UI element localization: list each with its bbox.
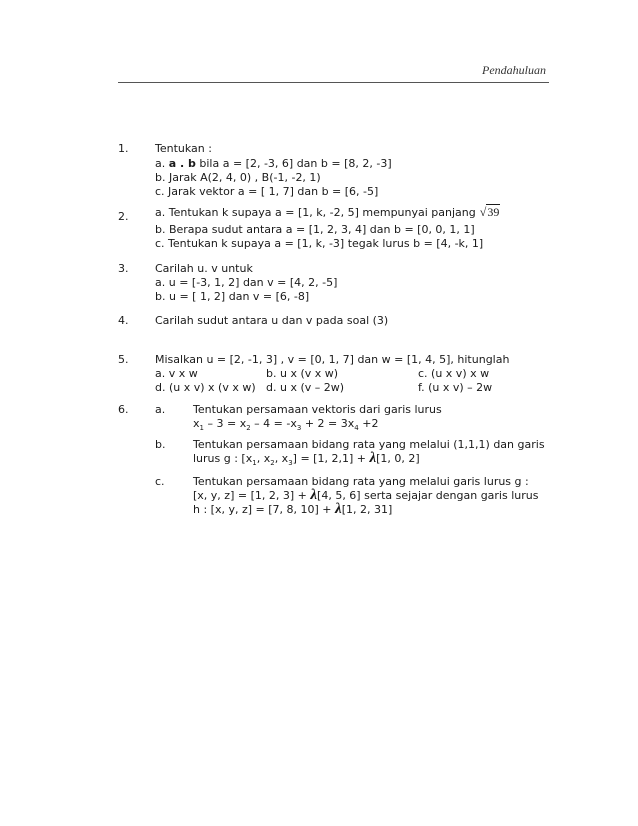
eq-text: [4, 5, 6] serta sejajar dengan garis lurus xyxy=(317,489,539,502)
sub-label-b: b. xyxy=(155,438,166,451)
item-text: a. Tentukan k supaya a = [1, k, -2, 5] mempunyai panjang xyxy=(155,206,476,219)
problem-intro: Carilah u. v untuk xyxy=(155,262,253,275)
eq-text: +2 xyxy=(358,417,379,430)
eq-text: , x xyxy=(256,452,271,465)
eq-var: x xyxy=(347,417,355,430)
sub-item-c: c. (u x v) x w xyxy=(418,367,490,380)
root-value: 39 xyxy=(487,205,500,219)
sub-item-b: b. Berapa sudut antara a = [1, 2, 3, 4] dan b = [0, 0, 1, 1] xyxy=(155,223,475,236)
eq-text: [x, y, z] = [1, 2, 3] + xyxy=(193,489,307,502)
sub-item-c: c. Tentukan k supaya a = [1, k, -3] tegak lurus b = [4, -k, 1] xyxy=(155,237,484,250)
item-text: bila a = [2, -3, 6] dan b = [8, 2, -3] xyxy=(199,157,392,170)
bold-expression: a . b xyxy=(168,157,196,170)
sub-item-a: a. u = [-3, 1, 2] dan v = [4, 2, -5] xyxy=(155,276,338,289)
problem-number: 1. xyxy=(118,142,129,155)
sub-label-a: a. xyxy=(155,403,166,416)
line-h-equation xyxy=(193,503,392,516)
eq-var: x xyxy=(239,417,247,430)
eq-sub: 2 xyxy=(270,459,275,468)
sub-item-c-text: Tentukan persamaan bidang rata yang melalui garis lurus g : xyxy=(193,475,529,488)
sub-item-a: a. v x w xyxy=(155,367,198,380)
problem-intro: Misalkan u = [2, -1, 3] , v = [0, 1, 7] dan w = [1, 4, 5], hitunglah xyxy=(155,353,510,366)
lambda-symbol: λ xyxy=(369,450,377,466)
eq-text: lurus g : [x xyxy=(193,452,253,465)
problem-number: 2. xyxy=(118,210,129,223)
eq-sub: 1 xyxy=(252,459,257,468)
lambda-symbol: λ xyxy=(335,501,342,517)
plane-equation xyxy=(193,452,420,467)
sub-item-d: d. (u x v) x (v x w) xyxy=(155,381,256,394)
eq-text: ] = [1, 2,1] + xyxy=(292,452,366,465)
sub-item-a xyxy=(155,157,392,170)
problem-number: 6. xyxy=(118,403,129,416)
problem-number: 3. xyxy=(118,262,129,275)
problem-number: 4. xyxy=(118,314,129,327)
eq-text: [1, 2, 31] xyxy=(341,503,393,516)
sub-item-b-text: Tentukan persamaan bidang rata yang melalui (1,1,1) dan garis xyxy=(193,438,545,451)
sub-item-b: b. u x (v x w) xyxy=(266,367,339,380)
problem-number: 5. xyxy=(118,353,129,366)
eq-text: [1, 0, 2] xyxy=(376,452,420,465)
sub-item-c: c. Jarak vektor a = [ 1, 7] dan b = [6, -5] xyxy=(155,185,379,198)
eq-var: x xyxy=(193,417,200,430)
sub-item-a-text: Tentukan persamaan vektoris dari garis lurus xyxy=(193,403,442,416)
sub-label-c: c. xyxy=(155,475,165,488)
sub-item-b: b. Jarak A(2, 4, 0) , B(-1, -2, 1) xyxy=(155,171,321,184)
eq-sub: 3 xyxy=(296,424,302,433)
line-equation xyxy=(193,417,378,432)
sub-item-e: d. u x (v – 2w) xyxy=(266,381,345,394)
eq-sub: 3 xyxy=(288,459,293,468)
eq-sub: 4 xyxy=(354,424,359,433)
eq-sub: 2 xyxy=(246,424,251,433)
eq-var: x xyxy=(290,417,297,430)
eq-text: – 4 = - xyxy=(250,417,291,430)
root-symbol: √ xyxy=(479,205,487,219)
line-g-equation xyxy=(193,489,538,502)
header-title: Pendahuluan xyxy=(482,63,546,77)
item-label: a. xyxy=(155,157,166,170)
eq-sub: 1 xyxy=(199,424,204,433)
eq-text: , x xyxy=(274,452,289,465)
lambda-symbol: λ xyxy=(310,487,318,503)
sub-item-b: b. u = [ 1, 2] dan v = [6, -8] xyxy=(155,290,310,303)
header-rule xyxy=(118,82,549,83)
eq-text: + 2 = 3 xyxy=(301,417,348,430)
problem-text: Carilah sudut antara u dan v pada soal (3) xyxy=(155,314,389,327)
square-root xyxy=(480,205,501,219)
sub-item-a xyxy=(155,205,500,220)
problem-intro: Tentukan : xyxy=(155,142,212,155)
eq-text: – 3 = xyxy=(203,417,240,430)
sub-item-f: f. (u x v) – 2w xyxy=(418,381,493,394)
eq-text: h : [x, y, z] = [7, 8, 10] + xyxy=(193,503,332,516)
